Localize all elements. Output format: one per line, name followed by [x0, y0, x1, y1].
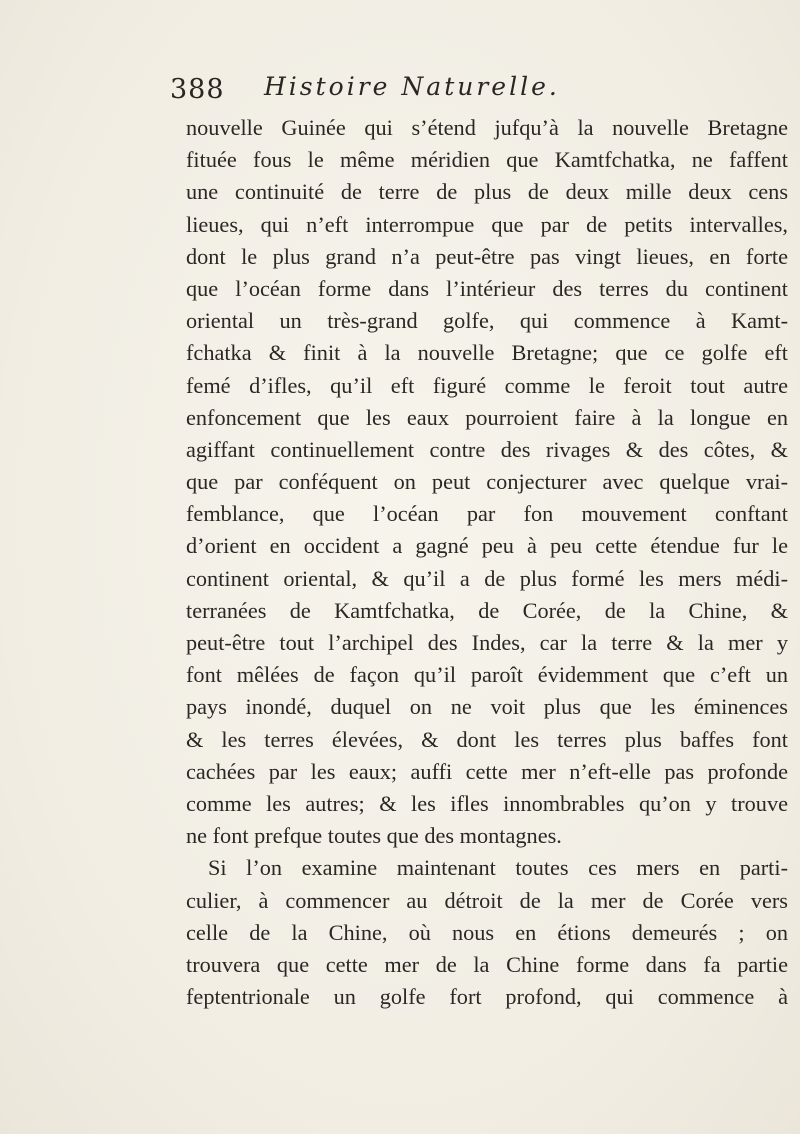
text-line: comme les autres; & les ifles innombrables qu’on y trouve	[186, 790, 788, 816]
text-line: celle de la Chine, où nous en étions demeurés ; on	[186, 919, 788, 945]
text-line: feptentrionale un golfe fort profond, qui commence à	[186, 984, 788, 1010]
text-line: continent oriental, & qu’il a de plus formé les mers médi-	[186, 565, 788, 591]
text-line: que par conféquent on peut conjecturer avec quelque vrai-	[186, 469, 788, 495]
text-line: culier, à commencer au détroit de la mer de Corée vers	[186, 887, 788, 913]
page-number: 388	[170, 74, 225, 105]
text-line: femé d’ifles, qu’il eft figuré comme le feroit tout autre	[186, 372, 788, 398]
running-head	[170, 68, 770, 108]
text-line: nouvelle Guinée qui s’étend jufqu’à la nouvelle Bretagne	[186, 115, 788, 140]
text-line: terranées de Kamtfchatka, de Corée, de la Chine, &	[186, 597, 788, 623]
text-line: fchatka & finit à la nouvelle Bretagne; que ce golfe eft	[186, 340, 788, 366]
text-line: femblance, que l’océan par fon mouvement conftant	[186, 501, 788, 527]
text-line: fituée fous le même méridien que Kamtfchatka, ne faffent	[186, 147, 788, 173]
text-line: trouvera que cette mer de la Chine forme dans fa partie	[186, 951, 788, 977]
text-line: & les terres élevées, & dont les terres plus baffes font	[186, 726, 788, 752]
text-line: pays inondé, duquel on ne voit plus que les éminences	[186, 694, 788, 720]
text-line: agiffant continuellement contre des rivages & des côtes, &	[186, 436, 788, 462]
paragraph-start-line: Si l’on examine maintenant toutes ces mers en parti-	[208, 855, 788, 881]
text-line: lieues, qui n’eft interrompue que par de petits intervalles,	[186, 211, 788, 237]
paragraph-end-line: ne font prefque toutes que des montagnes.	[186, 823, 562, 849]
body-text	[186, 112, 788, 1013]
text-line: peut-être tout l’archipel des Indes, car la terre & la mer y	[186, 630, 788, 655]
text-line: une continuité de terre de plus de deux mille deux cens	[186, 179, 788, 205]
text-line: oriental un très-grand golfe, qui commence à Kamt-	[186, 308, 788, 334]
text-line: dont le plus grand n’a peut-être pas vingt lieues, en forte	[186, 243, 788, 269]
header-title: Histoire Naturelle.	[264, 72, 560, 101]
text-line: font mêlées de façon qu’il paroît évidemment que c’eft un	[186, 662, 788, 688]
text-line: d’orient en occident a gagné peu à peu cette étendue fur le	[186, 533, 788, 559]
text-line: cachées par les eaux; auffi cette mer n’eft-elle pas profonde	[186, 758, 788, 784]
text-line: que l’océan forme dans l’intérieur des terres du continent	[186, 275, 788, 301]
text-line: enfoncement que les eaux pourroient faire à la longue en	[186, 404, 788, 430]
